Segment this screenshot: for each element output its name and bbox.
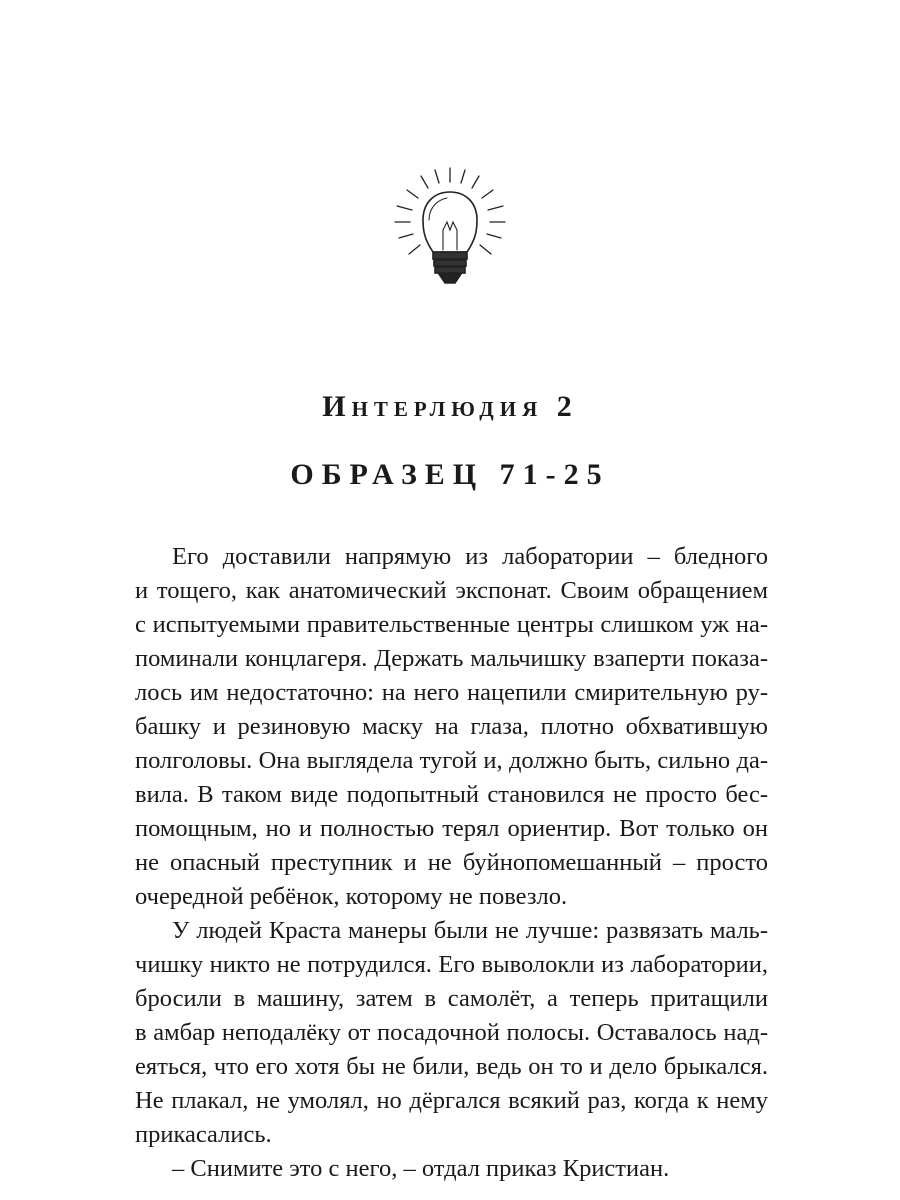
text-line: вила. В таком виде подопытный становился не просто бес- [135, 781, 768, 808]
lightbulb-illustration-icon [385, 160, 515, 295]
text-line: бросили в машину, затем в самолёт, а теперь притащили [135, 985, 768, 1012]
text-line: башку и резиновую маску на глаза, плотно обхватившую [135, 713, 768, 740]
text-line: еяться, что его хотя бы не били, ведь он то и дело брыкался. [135, 1053, 768, 1080]
text-line: с испытуемыми правительственные центры слишком уж на- [135, 611, 768, 638]
chapter-title: ОБРАЗЕЦ 71-25 [290, 458, 610, 491]
text-line: помощным, но и полностью терял ориентир. Вот только он [135, 815, 768, 842]
text-line: не опасный преступник и не буйнопомешанный – просто [135, 849, 768, 876]
chapter-kicker: Интерлюдия 2 [322, 390, 578, 423]
text-line: прикасались. [135, 1121, 272, 1148]
text-line: и тощего, как анатомический экспонат. Своим обращением [135, 577, 768, 604]
text-line: Не плакал, не умолял, но дёргался всякий раз, когда к нему [135, 1087, 768, 1114]
text-line: полголовы. Она выглядела тугой и, должно быть, сильно да- [135, 747, 768, 774]
text-line: очередной ребёнок, которому не повезло. [135, 883, 568, 910]
text-line: чишку никто не потрудился. Его выволокли из лаборатории, [135, 951, 768, 978]
text-line: Его доставили напрямую из лаборатории – бледного [172, 543, 768, 570]
text-line: в амбар неподалёку от посадочной полосы. Оставалось над- [135, 1019, 768, 1046]
text-line: – Снимите это с него, – отдал приказ Кристиан. [172, 1155, 670, 1182]
text-line: поминали концлагеря. Держать мальчишку взаперти показа- [135, 645, 768, 672]
body-text [135, 540, 768, 1186]
text-line: У людей Краста манеры были не лучше: развязать маль- [172, 917, 768, 944]
text-line: лось им недостаточно: на него нацепили смирительную ру- [135, 679, 768, 706]
